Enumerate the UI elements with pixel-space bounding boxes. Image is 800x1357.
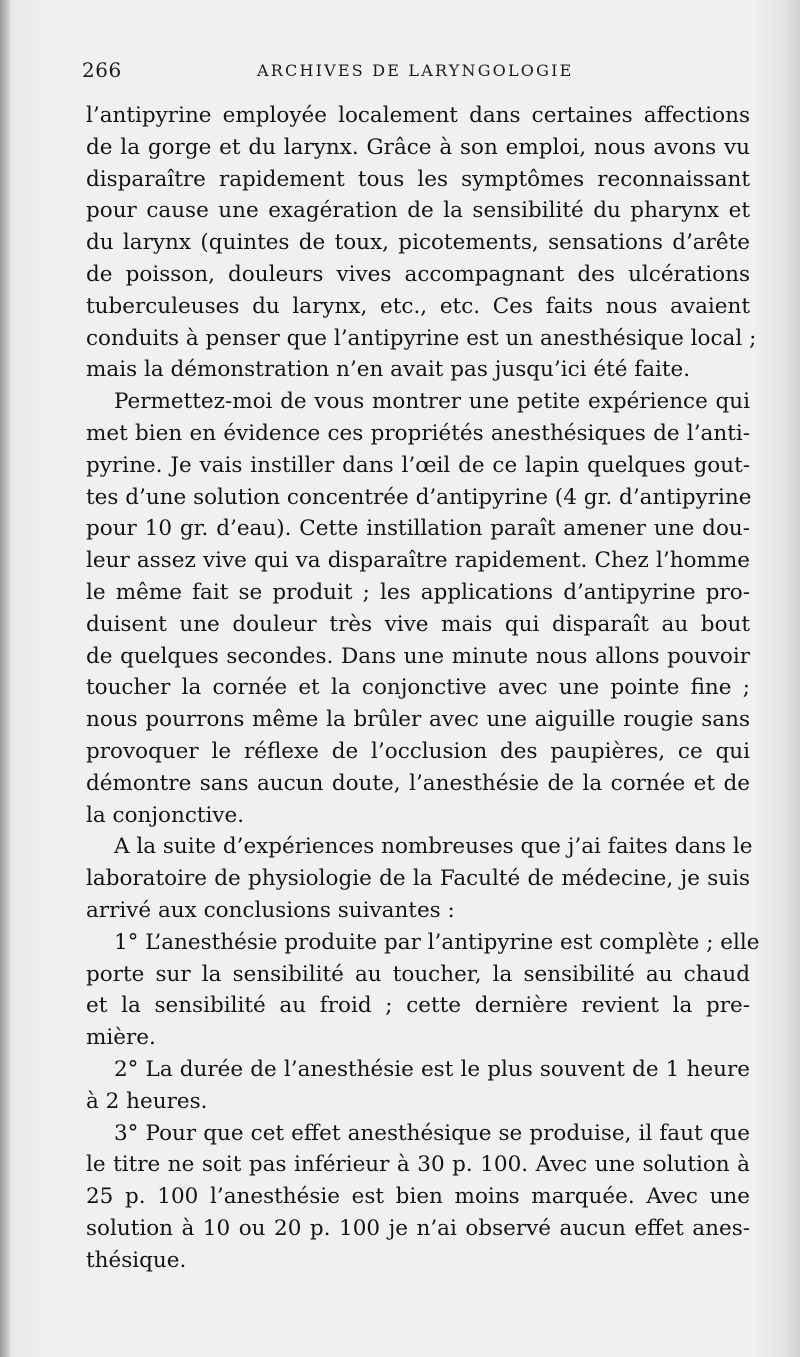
- text-line: met bien en évidence ces propriétés anesthésiques de l’anti-: [86, 420, 750, 446]
- text-line: tuberculeuses du larynx, etc., etc. Ces faits nous avaient: [86, 293, 750, 319]
- text-line: le titre ne soit pas inférieur à 30 p. 100. Avec une solution à: [86, 1152, 750, 1178]
- text-line: du larynx (quintes de toux, picotements, sensations d’arête: [86, 230, 750, 256]
- text-line: 1° L’anesthésie produite par l’antipyrine est complète ; elle: [114, 929, 760, 955]
- text-line: et la sensibilité au froid ; cette dernière revient la pre-: [86, 993, 750, 1019]
- text-line: A la suite d’expériences nombreuses que j’ai faites dans le: [114, 834, 753, 860]
- text-line: tes d’une solution concentrée d’antipyrine (4 gr. d’antipyrine: [86, 484, 752, 510]
- text-line: 3° Pour que cet effet anesthésique se produise, il faut que: [114, 1120, 750, 1146]
- text-line: de la gorge et du larynx. Grâce à son emploi, nous avons vu: [86, 134, 750, 160]
- text-line: leur assez vive qui va disparaître rapidement. Chez l’homme: [86, 548, 750, 574]
- text-line: à 2 heures.: [86, 1088, 208, 1114]
- text-line: provoquer le réflexe de l’occlusion des paupières, ce qui: [86, 738, 750, 764]
- text-line: solution à 10 ou 20 p. 100 je n’ai observé aucun effet anes-: [86, 1215, 750, 1241]
- page-binding-edge: [0, 0, 10, 1357]
- text-line: laboratoire de physiologie de la Faculté de médecine, je suis: [86, 866, 750, 892]
- text-line: duisent une douleur très vive mais qui disparaît au bout: [86, 611, 750, 637]
- text-line: porte sur la sensibilité au toucher, la sensibilité au chaud: [86, 961, 750, 987]
- text-line: le même fait se produit ; les applications d’antipyrine pro-: [86, 579, 750, 605]
- text-line: l’antipyrine employée localement dans certaines affections: [86, 103, 750, 128]
- running-head: ARCHIVES DE LARYNGOLOGIE: [257, 61, 574, 80]
- text-line: nous pourrons même la brûler avec une aiguille rougie sans: [86, 707, 750, 733]
- text-line: 2° La durée de l’anesthésie est le plus souvent de 1 heure: [114, 1056, 750, 1082]
- body-text: [86, 100, 760, 1276]
- text-line: toucher la cornée et la conjonctive avec une pointe fine ;: [86, 675, 750, 701]
- text-line: conduits à penser que l’antipyrine est un anesthésique local ;: [86, 325, 757, 351]
- text-line: de quelques secondes. Dans une minute nous allons pouvoir: [86, 643, 750, 669]
- text-line: la conjonctive.: [86, 802, 245, 828]
- text-line: 25 p. 100 l’anesthésie est bien moins marquée. Avec une: [86, 1184, 750, 1210]
- text-line: démontre sans aucun doute, l’anesthésie de la cornée et de: [86, 770, 750, 796]
- text-line: pour cause une exagération de la sensibilité du pharynx et: [86, 198, 750, 224]
- text-line: mais la démonstration n’en avait pas jusqu’ici été faite.: [86, 357, 691, 383]
- page-number: 266: [82, 58, 122, 82]
- page-header: [82, 58, 738, 88]
- text-line: mière.: [86, 1025, 156, 1051]
- text-line: disparaître rapidement tous les symptômes reconnaissant: [86, 166, 750, 192]
- text-line: de poisson, douleurs vives accompagnant des ulcérations: [86, 261, 750, 287]
- text-line: pour 10 gr. d’eau). Cette instillation paraît amener une dou-: [86, 516, 750, 542]
- text-line: Permettez-moi de vous montrer une petite expérience qui: [114, 389, 750, 415]
- text-line: pyrine. Je vais instiller dans l’œil de ce lapin quelques gout-: [86, 452, 750, 478]
- text-line: thésique.: [86, 1247, 187, 1273]
- text-line: arrivé aux conclusions suivantes :: [86, 897, 455, 923]
